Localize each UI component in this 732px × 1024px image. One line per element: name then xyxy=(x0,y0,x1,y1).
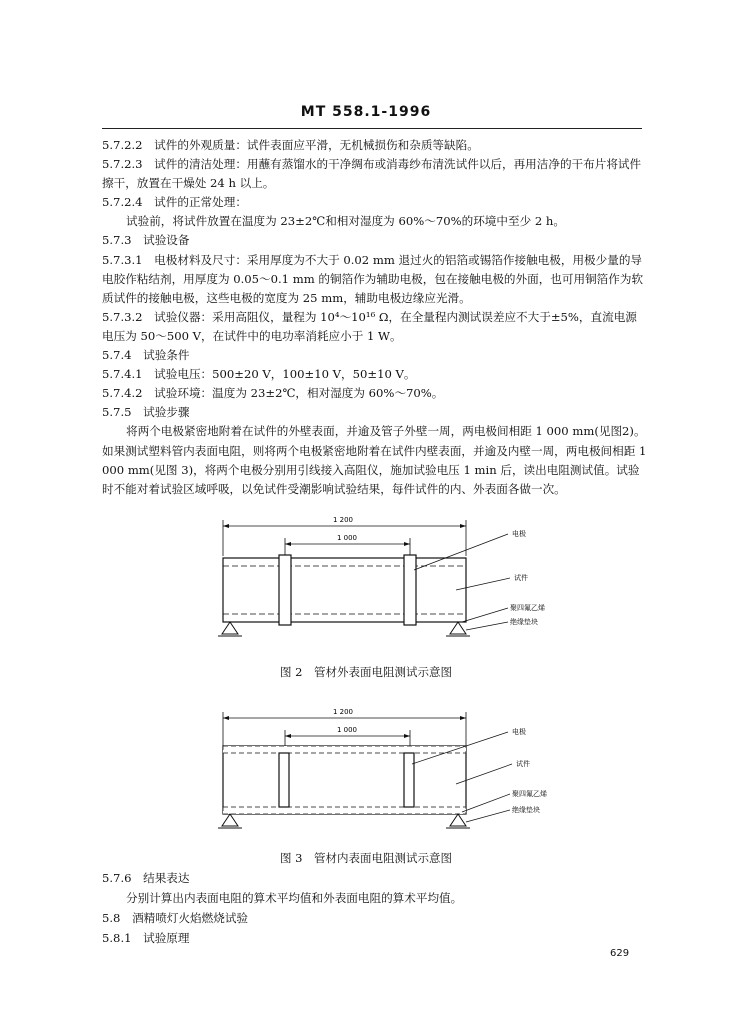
dim-outer-label: 1 200 xyxy=(332,516,354,524)
conditioning-text: 试验前，将试件放置在温度为 23±2℃和相对湿度为 60%～70%的环境中至少 2 h。 xyxy=(126,214,565,229)
dim-arrow xyxy=(285,734,291,738)
clause-5-7-2-4: 5.7.2.4 试件的正常处理： xyxy=(102,195,247,210)
label-electrode: 电极 xyxy=(512,530,526,538)
dim-arrow xyxy=(404,542,410,546)
support-left xyxy=(222,814,238,826)
page-header: MT 558.1-1996 xyxy=(300,104,432,120)
figure-2 xyxy=(218,512,598,656)
electrode-right xyxy=(404,753,414,807)
clause-5-7-4-1: 5.7.4.1 试验电压：500±20 V，100±10 V，50±10 V。 xyxy=(102,367,416,382)
figure-3 xyxy=(218,704,598,848)
page-number: 629 xyxy=(610,948,630,959)
dim-arrow xyxy=(404,734,410,738)
results-text: 分别计算出内表面电阻的算术平均值和外表面电阻的算术平均值。 xyxy=(126,891,463,905)
clause-5-8: 5.8 酒精喷灯火焰燃烧试验 xyxy=(102,911,249,925)
pipe-body xyxy=(223,746,466,814)
clause-5-7-2-3: 5.7.2.3 试件的清洁处理：用蘸有蒸馏水的干净绸布或消毒纱布清洗试件以后，再用洁净的干布片将试件擦干，放置在干燥处 24 h 以上。 xyxy=(102,157,642,191)
dim-arrow xyxy=(460,716,466,720)
clause-5-7-2-2: 5.7.2.2 试件的外观质量：试件表面应平滑，无机械损伤和杂质等缺陷。 xyxy=(102,138,479,152)
clause-5-7-3-2: 5.7.3.2 试验仪器：采用高阻仪，量程为 10⁴～10¹⁶ Ω，在全量程内测试误差应不大于±5%，直流电源电压为 50～500 V，在试件中的电功率消耗应小于 1 W。 xyxy=(102,309,637,343)
label-ptfe-sheet: 聚四氟乙烯 xyxy=(510,604,545,612)
label-insulating-block: 绝缘垫块 xyxy=(512,806,540,814)
dim-arrow xyxy=(285,542,291,546)
electrode-left xyxy=(279,555,291,625)
leader-sheet xyxy=(462,608,508,622)
dim-inner-label: 1 000 xyxy=(336,726,358,734)
leader-block xyxy=(466,810,510,822)
clause-5-7-6: 5.7.6 结果表达 xyxy=(102,871,190,885)
pipe-body xyxy=(223,558,466,622)
header-rule xyxy=(102,128,642,129)
electrode-right xyxy=(404,555,416,625)
dim-inner-label: 1 000 xyxy=(336,534,358,542)
dim-outer-label: 1 200 xyxy=(332,708,354,716)
clause-5-7-4-2: 5.7.4.2 试验环境：温度为 23±2℃，相对湿度为 60%～70%。 xyxy=(102,386,444,401)
pipe-wall-top xyxy=(223,746,466,753)
clause-5-7-3: 5.7.3 试验设备 xyxy=(102,233,190,248)
lower-text xyxy=(102,868,647,948)
procedure-text: 将两个电极紧密地附着在试件的外壁表面，并逾及管子外壁一周，两电极间相距 1 000 mm(见图2)。如果测试塑料管内表面电阻，则将两个电极紧密地附着在试件内壁表面，并逾及内壁一周，两电极间相距 1 000 mm(见图 3)，将两个电极分别用引线接入高阻仪，施加试验电压 1 min 后，读出电阻测试值。试验时不能对着试验区域呼吸，以免试件受潮影响试验结果，每件试件的内、外表面各做一次。 xyxy=(102,424,647,496)
dim-arrow xyxy=(223,716,229,720)
pipe-wall-bottom xyxy=(223,807,466,814)
label-ptfe-sheet: 聚四氟乙烯 xyxy=(512,790,547,798)
label-electrode: 电极 xyxy=(512,728,526,736)
dim-arrow xyxy=(223,524,229,528)
support-left xyxy=(222,622,238,634)
figure-2-caption: 图 2 管材外表面电阻测试示意图 xyxy=(280,665,452,679)
clause-5-7-3-1: 5.7.3.1 电极材料及尺寸：采用厚度为不大于 0.02 mm 退过火的铝箔或锡箔作接触电极，用极少量的导电胶作粘结剂，用厚度为 0.05～0.1 mm 的铜箔作为辅助电极，包在接触电极的外面，也可用铜箔作为软质试件的接触电极，这些电极的宽度为 25 mm，辅助电极边缘应光滑。 xyxy=(102,252,644,305)
clause-5-7-4: 5.7.4 试验条件 xyxy=(102,348,190,363)
clause-5-8-1: 5.8.1 试验原理 xyxy=(102,931,190,945)
label-specimen: 试件 xyxy=(516,760,530,768)
leader-sheet xyxy=(462,794,510,812)
electrode-left xyxy=(279,753,289,807)
figure-3-diagram xyxy=(218,704,598,844)
support-right xyxy=(450,622,466,634)
dim-arrow xyxy=(460,524,466,528)
label-insulating-block: 绝缘垫块 xyxy=(510,618,538,626)
clause-5-7-5: 5.7.5 试验步骤 xyxy=(102,405,190,420)
body-text xyxy=(102,136,647,499)
support-right xyxy=(450,814,466,826)
figure-3-caption: 图 3 管材内表面电阻测试示意图 xyxy=(280,851,452,865)
label-specimen: 试件 xyxy=(514,574,528,582)
leader-block xyxy=(466,622,508,630)
figure-2-diagram xyxy=(218,512,598,652)
